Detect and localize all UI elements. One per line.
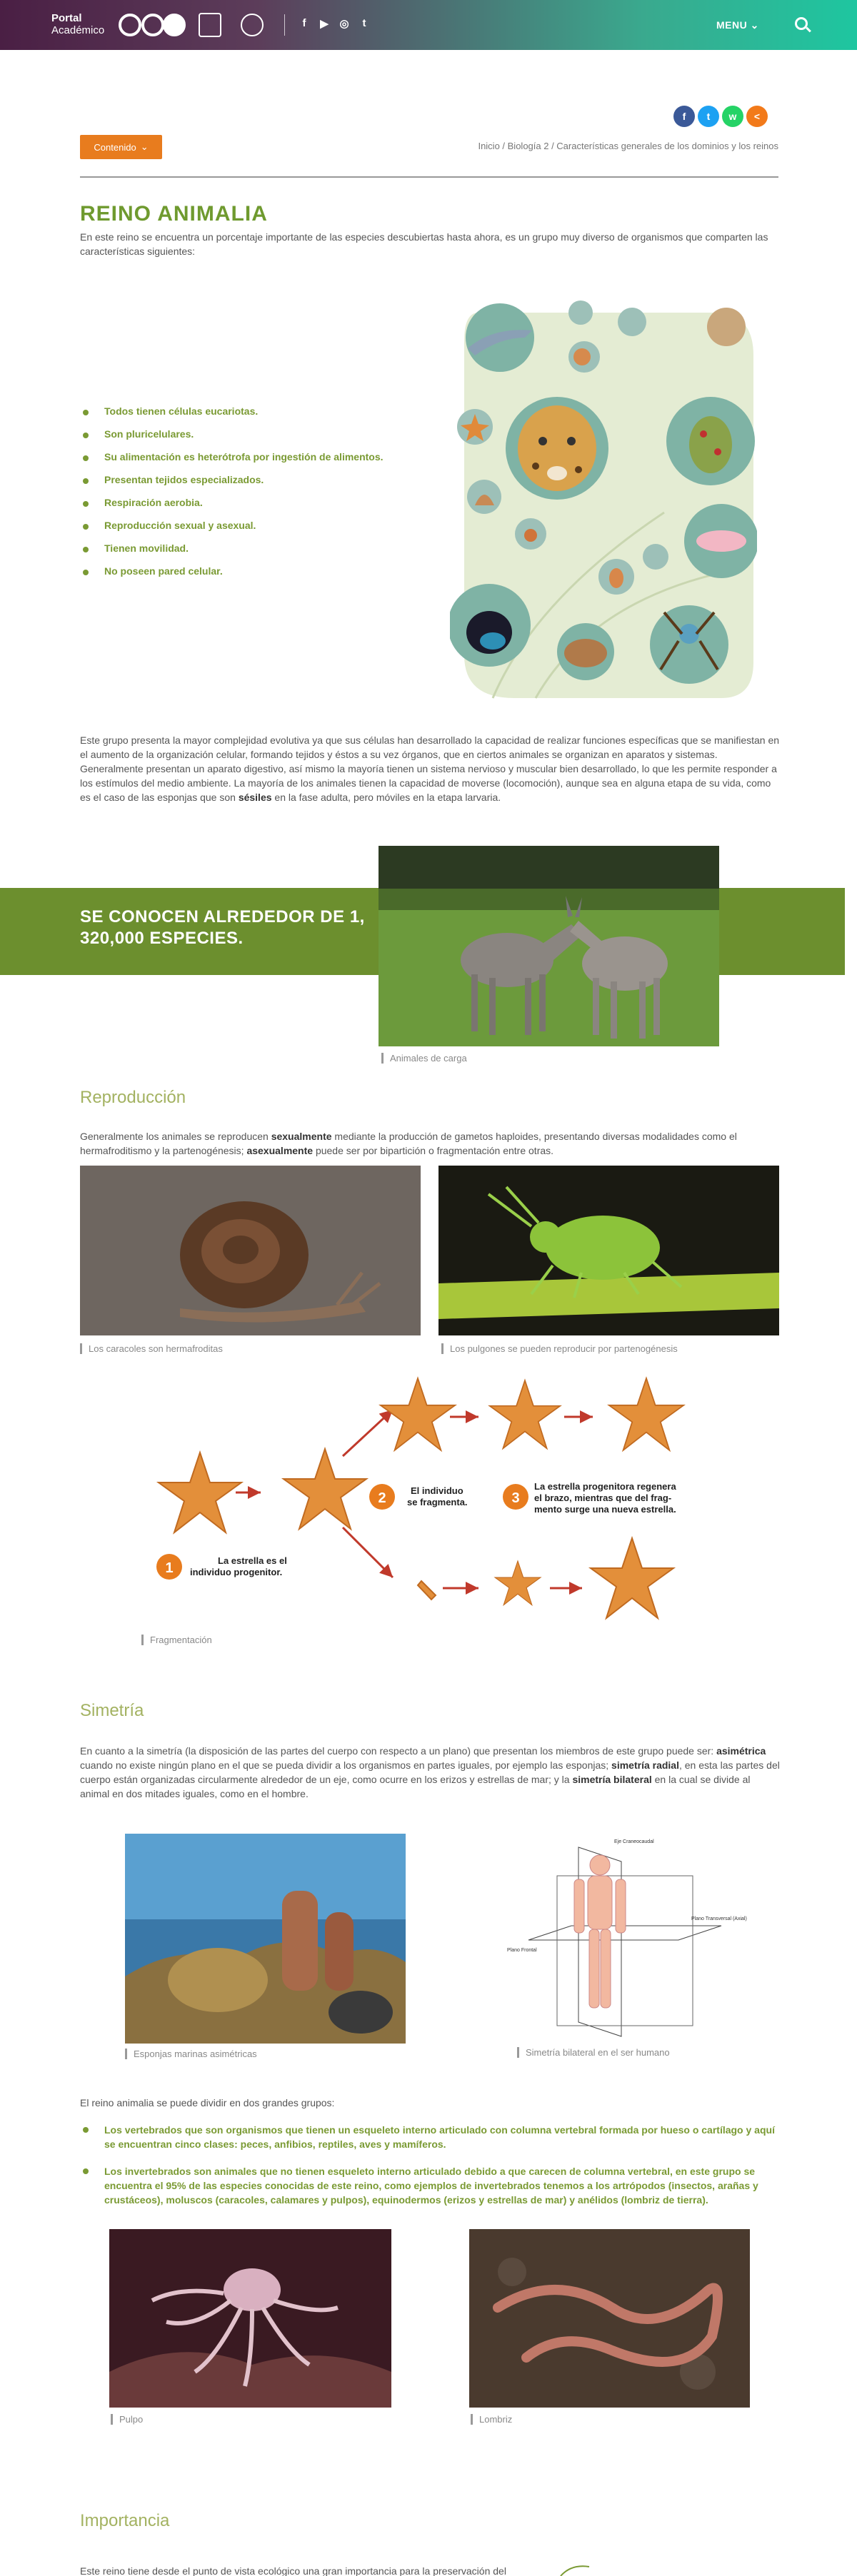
worm-photo	[469, 2229, 750, 2408]
importance-paragraph: Este reino tiene desde el punto de vista ecológico una gran importancia para la preservación del	[80, 2565, 506, 2576]
search-icon[interactable]	[795, 17, 808, 30]
sym-bold-2: simetría radial	[611, 1759, 679, 1771]
caption-fragmentation: Fragmentación	[141, 1635, 212, 1645]
complexity-text-1: Este grupo presenta la mayor complejidad evolutiva ya que sus células han desarrollado la capacidad de realizar funciones específicas que se manifiestan en el aumento de la organización celular, formando tejidos y éstos a su vez órganos, que en ciertos animales se organizan en aparatos y sistemas. Generalmente presentan un aparato digestivo, así mismo la mayoría tienen un sistema nervioso y muscular bien desarrollado, lo que les permite responder a los estímulos del medio ambiente. La mayoría de los animales tienen la capacidad de moverse (locomoción), aunque sea en alguna etapa de su vida, como es el caso de las esponjas que son	[80, 734, 780, 803]
section-heading-reproduccion: Reproducción	[80, 1088, 186, 1107]
section-heading-simetria: Simetría	[80, 1701, 144, 1720]
instagram-icon[interactable]: ◎	[339, 18, 349, 30]
share-bar	[673, 106, 768, 127]
contenido-label: Contenido	[94, 141, 136, 153]
menu-button[interactable]	[716, 19, 759, 31]
complexity-text-2: en la fase adulta, pero móviles en la etapa larvaria.	[271, 792, 501, 803]
caption-donkeys: Animales de carga	[381, 1053, 467, 1064]
caption-octopus: Pulpo	[111, 2414, 143, 2425]
caption-snail: Los caracoles son hermafroditas	[80, 1343, 223, 1354]
social-links	[299, 17, 370, 30]
brand-line1: Portal	[51, 12, 82, 24]
repro-bold-1: sexualmente	[271, 1131, 332, 1142]
repro-bold-2: asexualmente	[246, 1145, 314, 1156]
groups-intro: El reino animalia se puede dividir en dos grandes grupos:	[80, 2097, 335, 2108]
list-item: Todos tienen células eucariotas.	[80, 405, 384, 417]
divider	[80, 176, 778, 178]
chevron-down-icon: ⌄	[140, 141, 149, 152]
label-axis: Eje Craneocaudal	[614, 1839, 654, 1844]
list-item: Su alimentación es heterótrofa por ingestión de alimentos.	[80, 451, 384, 463]
share-twitter-icon[interactable]: t	[698, 106, 719, 127]
cch-seal-icon[interactable]	[241, 14, 264, 36]
aphid-photo	[438, 1166, 779, 1335]
snail-photo	[80, 1166, 421, 1335]
list-item: Presentan tejidos especializados.	[80, 474, 384, 485]
step-1-text-a: La estrella es el	[218, 1555, 287, 1566]
step-1-number: 1	[165, 1560, 174, 1576]
share-more-icon[interactable]: <	[746, 106, 768, 127]
caption-aphid: Los pulgones se pueden reproducir por partenogénesis	[441, 1343, 678, 1354]
step-3-text-b: el brazo, mientras que del frag-	[534, 1492, 672, 1503]
step-3-number: 3	[511, 1490, 520, 1506]
facebook-icon[interactable]: f	[302, 17, 306, 29]
cch-logo-icon[interactable]	[119, 14, 141, 36]
list-item: Respiración aerobia.	[80, 497, 384, 508]
repro-text-3: puede ser por bipartición o fragmentación entre otras.	[313, 1145, 554, 1156]
chevron-down-icon: ⌄	[750, 19, 759, 31]
sym-bold-3: simetría bilateral	[572, 1774, 652, 1785]
twitter-icon[interactable]: t	[362, 17, 366, 29]
step-2-text-b: se fragmenta.	[407, 1497, 468, 1507]
list-item: Los vertebrados que son organismos que tienen un esqueleto interno articulado con columna vertebral formada por hueso o cartílago y aquí se encuentran cinco clases: peces, anfibios, reptiles, aves y mamíferos.	[80, 2123, 780, 2151]
caption-worm: Lombriz	[471, 2414, 512, 2425]
complexity-paragraph	[80, 733, 780, 804]
list-item: No poseen pared celular.	[80, 565, 384, 577]
sym-bold-1: asimétrica	[716, 1745, 766, 1757]
contenido-dropdown[interactable]	[80, 135, 162, 159]
portal-logo[interactable]	[51, 13, 104, 36]
species-band-text: SE CONOCEN ALREDEDOR DE 1, 320,000 ESPECIES.	[80, 907, 365, 948]
cch-logo-icon-2	[141, 14, 164, 36]
sym-text-3: , en esta las partes del cuerpo están organizadas circularmente alrededor de un eje, como ocurre en los erizos y estrellas de mar; y la	[80, 1759, 780, 1785]
header-divider	[284, 14, 285, 36]
youtube-icon[interactable]: ▶	[320, 18, 329, 30]
intro-paragraph: En este reino se encuentra un porcentaje importante de las especies descubiertas hasta ahora, es un grupo muy diverso de organismos que comparten las características siguientes:	[80, 231, 768, 257]
repro-text-2: mediante la producción de gametos haploides, presentando diversas modalidades como el hermafroditismo y la partenogénesis;	[80, 1131, 737, 1156]
step-1-text-b: individuo progenitor.	[190, 1567, 283, 1577]
share-whatsapp-icon[interactable]: w	[722, 106, 743, 127]
sym-text-2: cuando no existe ningún plano en el que se pueda dividir a los organismos en partes iguales, por ejemplo las esponjas;	[80, 1759, 612, 1771]
list-item: Los invertebrados son animales que no tienen esqueleto interno articulado debido a que carecen de columna vertebral, en este grupo se encuentra el 95% de las especies conocidas de este reino, como ejemplos de invertebrados tenemos a los artrópodos (insectos, arañas y crustáceos), moluscos (caracoles, calamares y pulpos), equinodermos (erizos y estrellas de mar) y anélidos (lombriz de tierra).	[80, 2164, 780, 2207]
cch-logo-icon-3	[163, 14, 186, 36]
repro-text-1: Generalmente los animales se reproducen	[80, 1131, 271, 1142]
breadcrumb[interactable]: Inicio / Biología 2 / Características generales de los dominios y los reinos	[478, 141, 778, 151]
brand-line2: Académico	[51, 24, 105, 36]
symmetry-paragraph	[80, 1744, 780, 1801]
label-frontal: Plano Frontal	[507, 1948, 537, 1953]
complexity-bold-1: sésiles	[238, 792, 272, 803]
fragmentation-diagram	[143, 1367, 700, 1631]
sponges-photo	[125, 1834, 406, 2044]
step-2-text-a: El individuo	[411, 1485, 463, 1496]
caption-human: Simetría bilateral en el ser humano	[517, 2047, 670, 2058]
menu-label: MENU	[716, 19, 748, 31]
characteristics-list	[80, 405, 384, 577]
top-navbar	[0, 0, 857, 50]
label-transverse: Plano Transversal (Axial)	[691, 1916, 747, 1921]
step-2-number: 2	[378, 1490, 386, 1506]
caption-sponges: Esponjas marinas asimétricas	[125, 2049, 257, 2059]
unam-logo-icon[interactable]	[199, 13, 221, 37]
page-title: REINO ANIMALIA	[80, 202, 268, 226]
reproduction-paragraph	[80, 1129, 780, 1158]
octopus-photo	[109, 2229, 391, 2408]
spider-circle	[650, 605, 728, 684]
sym-text-1: En cuanto a la simetría (la disposición de las partes del cuerpo con respecto a un plano) que presentan los miembros de este grupo puede ser:	[80, 1745, 717, 1757]
leaf-decoration-icon	[557, 2562, 593, 2576]
list-item: Son pluricelulares.	[80, 428, 384, 440]
section-heading-importancia: Importancia	[80, 2511, 170, 2530]
animals-illustration	[450, 298, 757, 707]
share-facebook-icon[interactable]: f	[673, 106, 695, 127]
list-item: Tienen movilidad.	[80, 542, 384, 554]
list-item: Reproducción sexual y asexual.	[80, 520, 384, 531]
human-symmetry-diagram	[500, 1833, 757, 2040]
donkeys-photo	[379, 846, 719, 1046]
step-3-text-a: La estrella progenitora regenera	[534, 1481, 676, 1492]
groups-list	[80, 2123, 780, 2220]
sym-text-4: en la cual se divide al animal en dos mitades iguales, como en el hombre.	[80, 1774, 751, 1799]
step-3-text-c: mento surge una nueva estrella.	[534, 1504, 676, 1515]
